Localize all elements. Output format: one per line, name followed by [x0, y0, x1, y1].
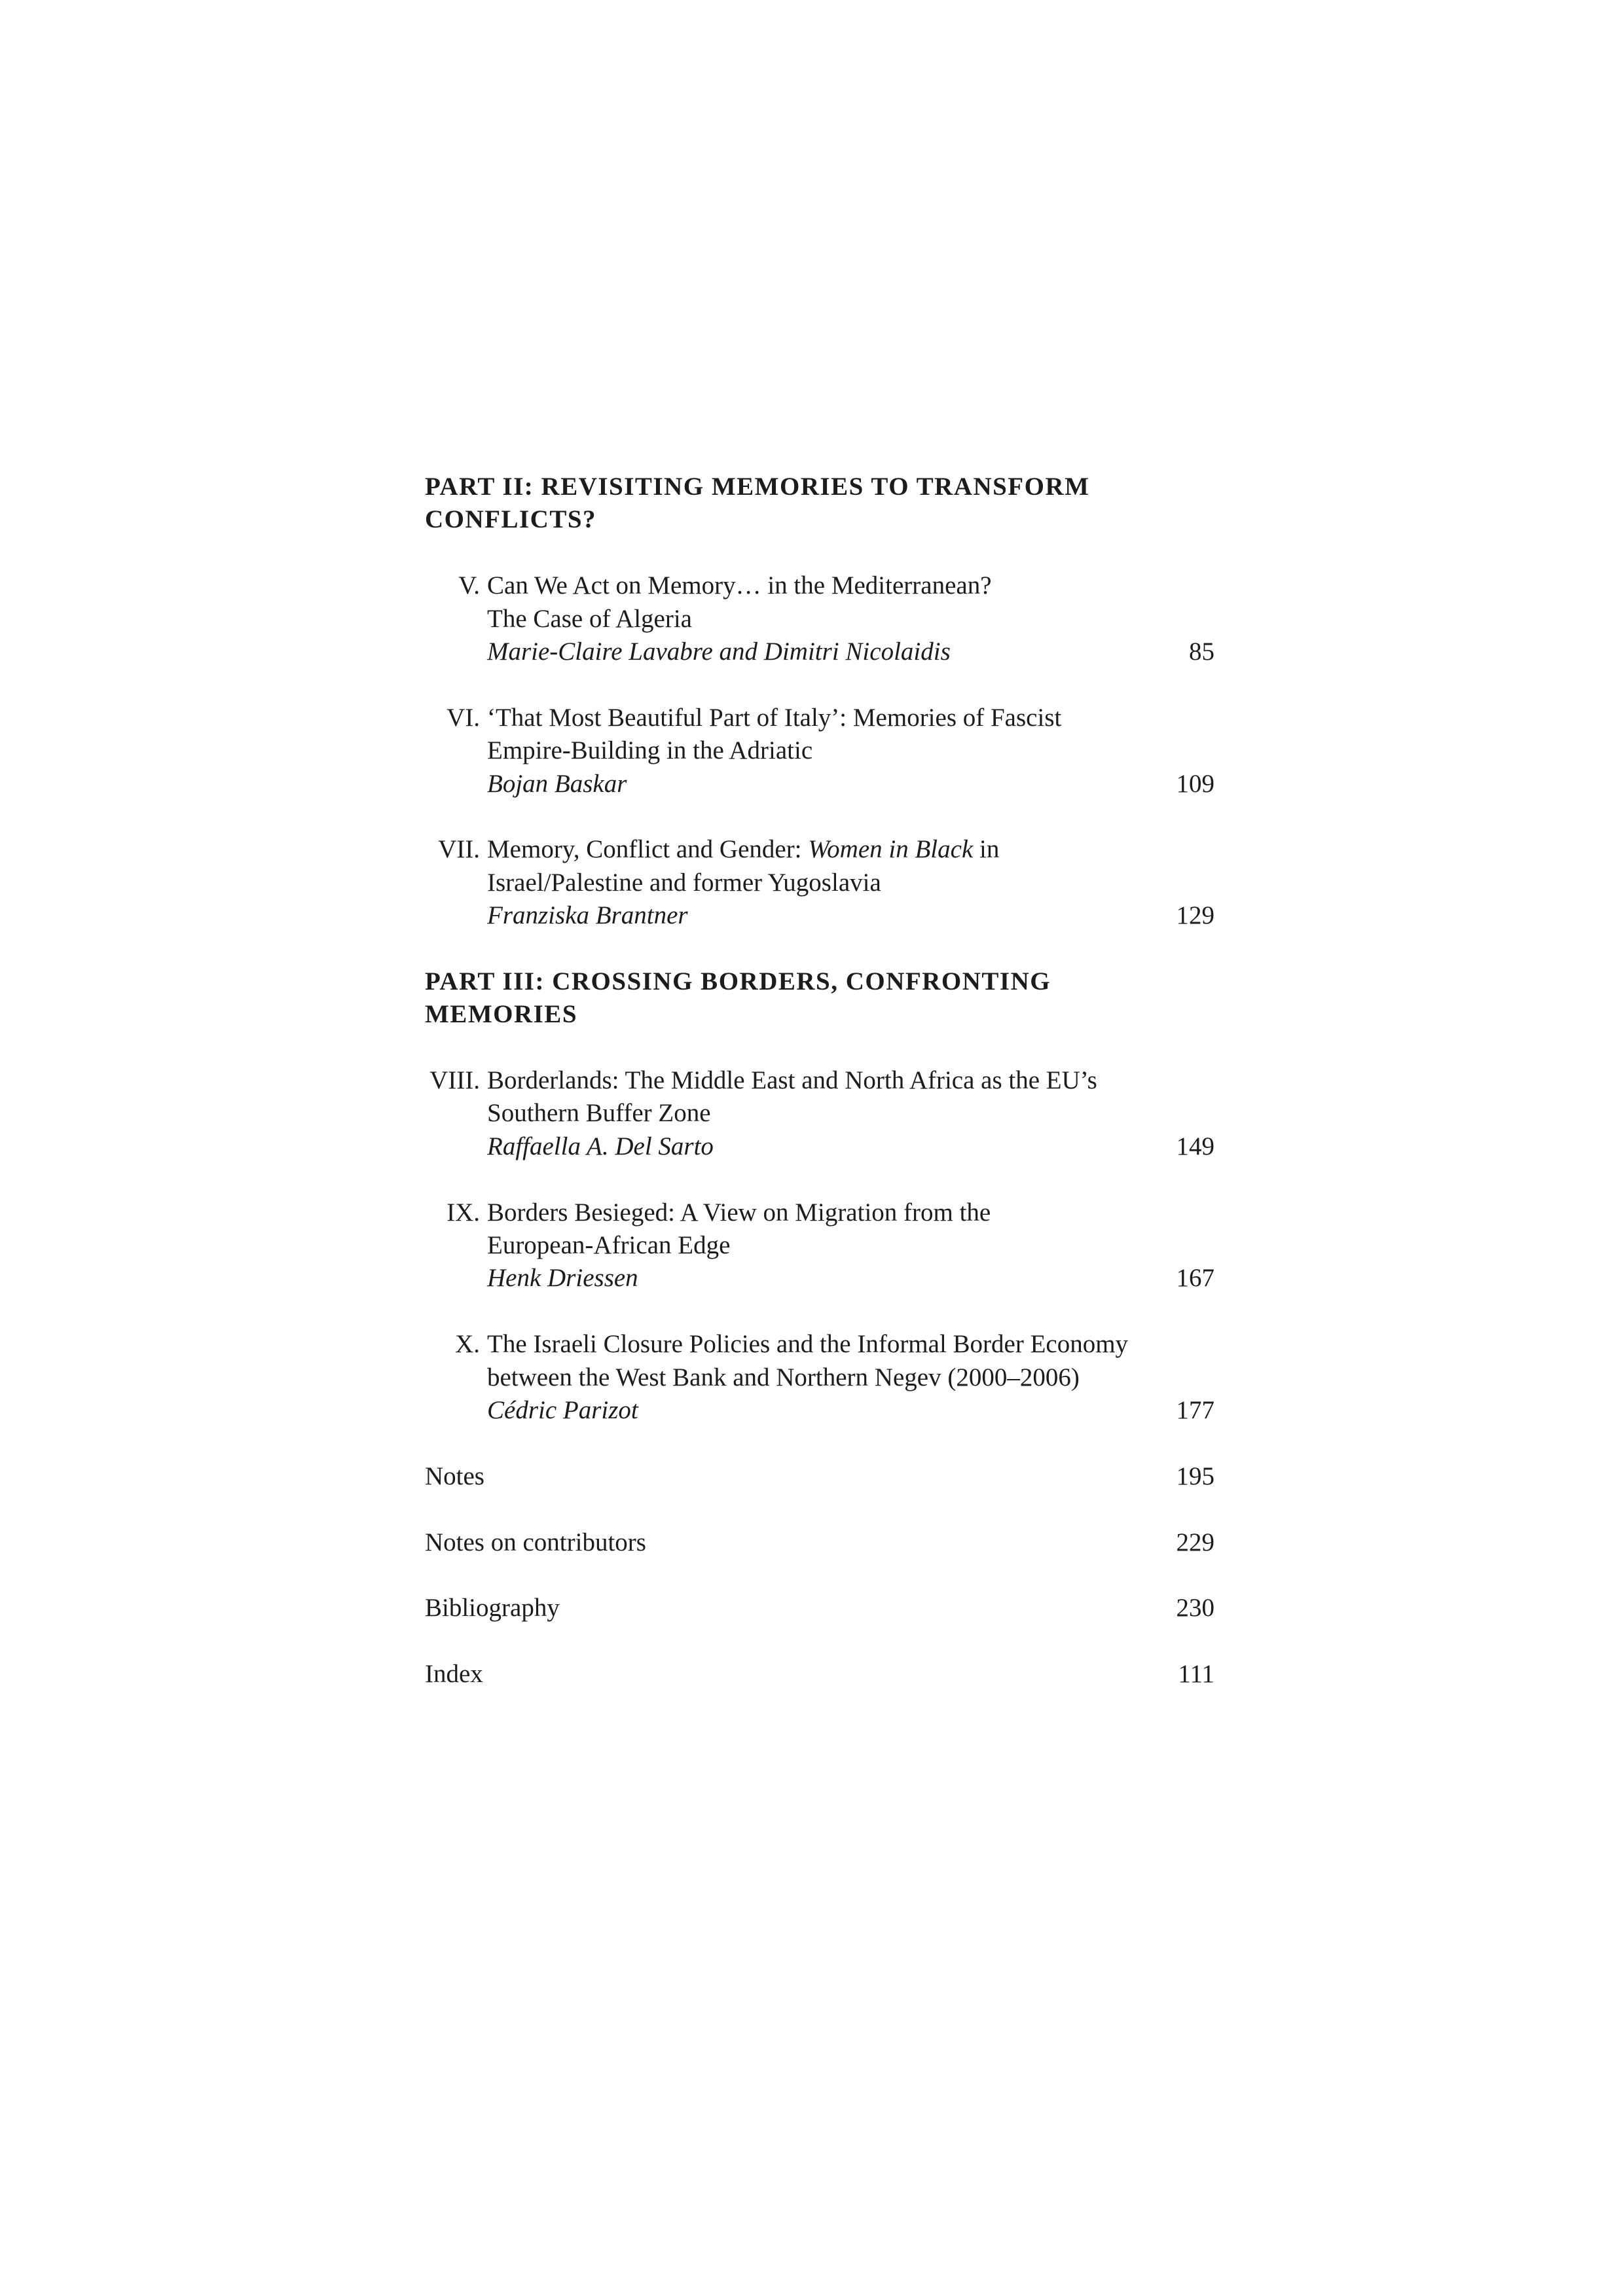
- back-matter-bibliography-label: Bibliography: [425, 1594, 560, 1623]
- chapter-vii-page-number: 129: [1176, 901, 1214, 930]
- back-matter-bibliography-page-number: 230: [1176, 1594, 1214, 1623]
- chapter-vii-title-text-after: in: [973, 835, 1000, 864]
- chapter-vii-title-italic: Women in Black: [808, 835, 974, 864]
- back-matter-contributors-label: Notes on contributors: [425, 1528, 646, 1556]
- chapter-vii-author-line: [425, 899, 1214, 932]
- back-matter-index-line: [425, 1658, 1214, 1691]
- back-matter-notes: [425, 1460, 1214, 1493]
- chapter-vii-entry: [425, 833, 1214, 932]
- chapter-viii-title-line-2: Southern Buffer Zone: [487, 1099, 711, 1128]
- chapter-ix-author-line: [425, 1262, 1214, 1295]
- part-2-heading-line-2: CONFLICTS?: [425, 505, 597, 534]
- back-matter-notes-line: [425, 1460, 1214, 1493]
- chapter-ix-author: Henk Driessen: [487, 1264, 638, 1293]
- chapter-vii-numeral: VII.: [438, 835, 480, 864]
- back-matter-bibliography-line: [425, 1592, 1214, 1624]
- chapter-vi-entry: [425, 702, 1214, 800]
- chapter-vi-numeral: VI.: [447, 703, 480, 732]
- chapter-v-title-line-1: Can We Act on Memory… in the Mediterranean?: [487, 571, 992, 600]
- chapter-viii-entry: [425, 1064, 1214, 1163]
- back-matter-contributors: [425, 1526, 1214, 1559]
- back-matter-index-label: Index: [425, 1660, 483, 1689]
- part-2-heading-line-1: PART II: REVISITING MEMORIES TO TRANSFORM: [425, 473, 1090, 501]
- table-of-contents: [425, 471, 1214, 1691]
- chapter-viii-author-line: [425, 1130, 1214, 1163]
- chapter-ix-page-number: 167: [1176, 1264, 1214, 1293]
- chapter-x-author: Cédric Parizot: [487, 1395, 638, 1424]
- chapter-vii-author: Franziska Brantner: [487, 901, 688, 930]
- chapter-x-author-line: [425, 1394, 1214, 1427]
- chapter-ix-entry: [425, 1196, 1214, 1295]
- chapter-vii-title-text-before: Memory, Conflict and Gender:: [487, 835, 809, 864]
- chapter-vi-author: Bojan Baskar: [487, 769, 627, 798]
- chapter-v-numeral: V.: [458, 571, 480, 600]
- chapter-viii-title-line-1: Borderlands: The Middle East and North Africa as the EU’s: [487, 1066, 1097, 1095]
- chapter-v-entry: [425, 569, 1214, 668]
- chapter-ix-numeral: IX.: [447, 1198, 480, 1227]
- chapter-viii-author: Raffaella A. Del Sarto: [487, 1132, 714, 1160]
- chapter-v-author-line: [425, 636, 1214, 668]
- chapter-v-title-line-2: The Case of Algeria: [487, 604, 692, 633]
- back-matter-index-page-number: 111: [1178, 1660, 1214, 1689]
- chapter-x-page-number: 177: [1176, 1395, 1214, 1424]
- back-matter-contributors-page-number: 229: [1176, 1528, 1214, 1556]
- chapter-vi-page-number: 109: [1176, 769, 1214, 798]
- chapter-x-title-line-2: between the West Bank and Northern Negev (2000–2006): [487, 1363, 1080, 1391]
- chapter-vii-title-line-2: Israel/Palestine and former Yugoslavia: [487, 868, 881, 897]
- back-matter-notes-page-number: 195: [1176, 1462, 1214, 1490]
- part-2-heading: [425, 471, 1214, 537]
- back-matter-notes-label: Notes: [425, 1462, 484, 1490]
- chapter-vi-author-line: [425, 768, 1214, 800]
- chapter-x-entry: [425, 1328, 1214, 1427]
- chapter-v-page-number: 85: [1189, 637, 1214, 666]
- chapter-ix-title-line-2: European-African Edge: [487, 1230, 731, 1259]
- part-3-heading-line-2: MEMORIES: [425, 1000, 578, 1029]
- chapter-viii-numeral: VIII.: [429, 1066, 480, 1095]
- chapter-vi-title-line-1: ‘That Most Beautiful Part of Italy’: Memories of Fascist: [487, 703, 1062, 732]
- chapter-vii-title-line-1: [425, 833, 1214, 866]
- chapter-ix-title-line-1: Borders Besieged: A View on Migration from the: [487, 1198, 991, 1227]
- chapter-vi-title-line-2: Empire-Building in the Adriatic: [487, 736, 813, 765]
- chapter-x-title-line-1: The Israeli Closure Policies and the Informal Border Economy: [487, 1330, 1129, 1359]
- back-matter-bibliography: [425, 1592, 1214, 1624]
- chapter-x-numeral: X.: [455, 1330, 480, 1359]
- part-3-heading-line-1: PART III: CROSSING BORDERS, CONFRONTING: [425, 967, 1051, 996]
- chapter-viii-page-number: 149: [1176, 1132, 1214, 1160]
- back-matter-contributors-line: [425, 1526, 1214, 1559]
- chapter-v-author: Marie-Claire Lavabre and Dimitri Nicolaidis: [487, 637, 951, 666]
- back-matter-index: [425, 1658, 1214, 1691]
- part-3-heading: [425, 965, 1214, 1031]
